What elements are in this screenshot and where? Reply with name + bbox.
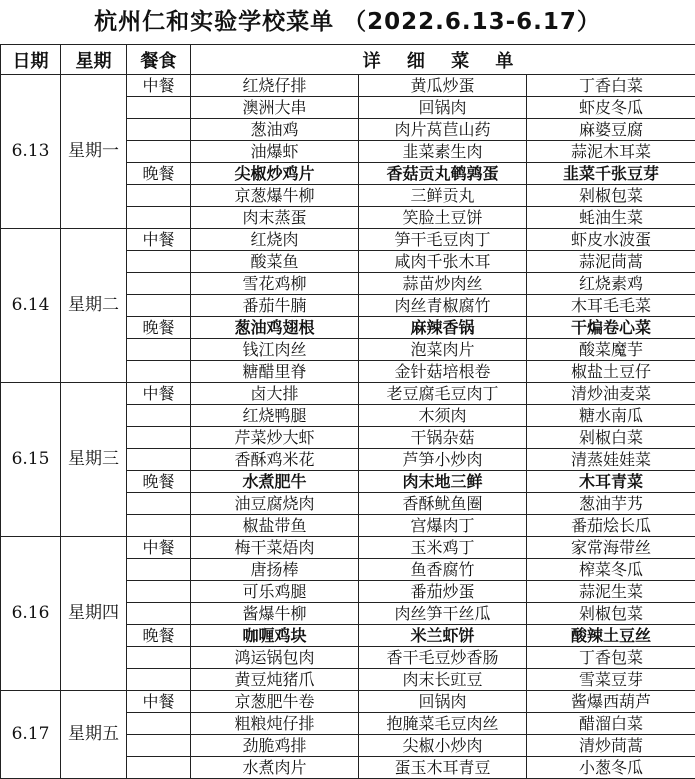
- meal-cell: 晚餐: [127, 317, 191, 339]
- dish-cell: 红烧素鸡: [527, 273, 695, 295]
- meal-cell: [127, 207, 191, 229]
- dish-cell: 蒜泥木耳菜: [527, 141, 695, 163]
- meal-cell: 中餐: [127, 229, 191, 251]
- dish-cell: 红烧鸭腿: [191, 405, 359, 427]
- meal-cell: [127, 427, 191, 449]
- meal-cell: [127, 713, 191, 735]
- dish-cell: 金针菇培根卷: [359, 361, 527, 383]
- dish-cell: 玉米鸡丁: [359, 537, 527, 559]
- dish-cell: 剁椒白菜: [527, 427, 695, 449]
- dish-cell: 笋干毛豆肉丁: [359, 229, 527, 251]
- dish-cell: 番茄炒蛋: [359, 581, 527, 603]
- dish-cell: 红烧仔排: [191, 75, 359, 97]
- dish-cell: 水煮肥牛: [191, 471, 359, 493]
- dish-cell: 钱江肉丝: [191, 339, 359, 361]
- meal-cell: [127, 757, 191, 779]
- dish-cell: 咸肉千张木耳: [359, 251, 527, 273]
- header-date: 日期: [1, 45, 61, 75]
- date-cell: 6.13: [1, 75, 61, 229]
- dish-cell: 肉片莴苣山药: [359, 119, 527, 141]
- dish-cell: 肉末蒸蛋: [191, 207, 359, 229]
- dish-cell: 清蒸娃娃菜: [527, 449, 695, 471]
- dish-cell: 米兰虾饼: [359, 625, 527, 647]
- dish-cell: 劲脆鸡排: [191, 735, 359, 757]
- dish-cell: 香酥鸡米花: [191, 449, 359, 471]
- meal-cell: [127, 559, 191, 581]
- meal-cell: 中餐: [127, 537, 191, 559]
- dish-cell: 泡菜肉片: [359, 339, 527, 361]
- dish-cell: 油豆腐烧肉: [191, 493, 359, 515]
- dish-cell: 虾皮冬瓜: [527, 97, 695, 119]
- weekday-cell: 星期四: [61, 537, 127, 691]
- dish-cell: 清炒油麦菜: [527, 383, 695, 405]
- dish-cell: 糖水南瓜: [527, 405, 695, 427]
- dish-cell: 芹菜炒大虾: [191, 427, 359, 449]
- dish-cell: 麻婆豆腐: [527, 119, 695, 141]
- dish-cell: 油爆虾: [191, 141, 359, 163]
- dish-cell: 木须肉: [359, 405, 527, 427]
- menu-row: [1, 537, 695, 559]
- weekday-cell: 星期五: [61, 691, 127, 779]
- dish-cell: 椒盐土豆仔: [527, 361, 695, 383]
- dish-cell: 木耳青菜: [527, 471, 695, 493]
- meal-cell: [127, 119, 191, 141]
- date-cell: 6.16: [1, 537, 61, 691]
- dish-cell: 红烧肉: [191, 229, 359, 251]
- dish-cell: 粗粮炖仔排: [191, 713, 359, 735]
- dish-cell: 水煮肉片: [191, 757, 359, 779]
- meal-cell: 晚餐: [127, 471, 191, 493]
- dish-cell: 香菇贡丸鹌鹑蛋: [359, 163, 527, 185]
- dish-cell: 醋溜白菜: [527, 713, 695, 735]
- weekday-cell: 星期二: [61, 229, 127, 383]
- meal-cell: [127, 581, 191, 603]
- dish-cell: 酱爆牛柳: [191, 603, 359, 625]
- dish-cell: 丁香包菜: [527, 647, 695, 669]
- dish-cell: 芦笋小炒肉: [359, 449, 527, 471]
- dish-cell: 雪花鸡柳: [191, 273, 359, 295]
- dish-cell: 黄瓜炒蛋: [359, 75, 527, 97]
- meal-cell: [127, 361, 191, 383]
- header-detail: 详 细 菜 单: [191, 45, 695, 75]
- dish-cell: 笑脸土豆饼: [359, 207, 527, 229]
- dish-cell: 蒜泥茼蒿: [527, 251, 695, 273]
- dish-cell: 咖喱鸡块: [191, 625, 359, 647]
- meal-cell: [127, 493, 191, 515]
- dish-cell: 肉末地三鲜: [359, 471, 527, 493]
- dish-cell: 干煸卷心菜: [527, 317, 695, 339]
- dish-cell: 小葱冬瓜: [527, 757, 695, 779]
- dish-cell: 木耳毛毛菜: [527, 295, 695, 317]
- dish-cell: 梅干菜焐肉: [191, 537, 359, 559]
- dish-cell: 抱腌菜毛豆肉丝: [359, 713, 527, 735]
- dish-cell: 糖醋里脊: [191, 361, 359, 383]
- dish-cell: 酸菜魔芋: [527, 339, 695, 361]
- header-row: [1, 45, 695, 75]
- dish-cell: 蛋玉木耳青豆: [359, 757, 527, 779]
- dish-cell: 回锅肉: [359, 691, 527, 713]
- meal-cell: 晚餐: [127, 625, 191, 647]
- page-title: 杭州仁和实验学校菜单 （2022.6.13-6.17）: [0, 0, 695, 44]
- dish-cell: 葱油芋艿: [527, 493, 695, 515]
- dish-cell: 蚝油生菜: [527, 207, 695, 229]
- menu-table: [0, 44, 695, 779]
- meal-cell: [127, 185, 191, 207]
- dish-cell: 唐扬棒: [191, 559, 359, 581]
- dish-cell: 虾皮水波蛋: [527, 229, 695, 251]
- dish-cell: 番茄烩长瓜: [527, 515, 695, 537]
- meal-cell: [127, 405, 191, 427]
- weekday-cell: 星期一: [61, 75, 127, 229]
- dish-cell: 干锅杂菇: [359, 427, 527, 449]
- meal-cell: [127, 251, 191, 273]
- date-cell: 6.14: [1, 229, 61, 383]
- meal-cell: [127, 97, 191, 119]
- dish-cell: 三鲜贡丸: [359, 185, 527, 207]
- meal-cell: [127, 647, 191, 669]
- meal-cell: 中餐: [127, 75, 191, 97]
- dish-cell: 麻辣香锅: [359, 317, 527, 339]
- dish-cell: 韭菜素生肉: [359, 141, 527, 163]
- meal-cell: [127, 735, 191, 757]
- dish-cell: 京葱肥牛卷: [191, 691, 359, 713]
- menu-row: [1, 691, 695, 713]
- meal-cell: [127, 449, 191, 471]
- dish-cell: 雪菜豆芽: [527, 669, 695, 691]
- dish-cell: 酱爆西葫芦: [527, 691, 695, 713]
- dish-cell: 蒜苗炒肉丝: [359, 273, 527, 295]
- dish-cell: 鸿运锅包肉: [191, 647, 359, 669]
- dish-cell: 剁椒包菜: [527, 185, 695, 207]
- meal-cell: 晚餐: [127, 163, 191, 185]
- meal-cell: [127, 339, 191, 361]
- dish-cell: 酸菜鱼: [191, 251, 359, 273]
- meal-cell: 中餐: [127, 383, 191, 405]
- date-cell: 6.17: [1, 691, 61, 779]
- date-cell: 6.15: [1, 383, 61, 537]
- dish-cell: 丁香白菜: [527, 75, 695, 97]
- dish-cell: 清炒茼蒿: [527, 735, 695, 757]
- dish-cell: 葱油鸡: [191, 119, 359, 141]
- dish-cell: 肉丝青椒腐竹: [359, 295, 527, 317]
- dish-cell: 家常海带丝: [527, 537, 695, 559]
- dish-cell: 肉末长豇豆: [359, 669, 527, 691]
- menu-row: [1, 75, 695, 97]
- dish-cell: 回锅肉: [359, 97, 527, 119]
- menu-body: [1, 75, 695, 779]
- dish-cell: 尖椒小炒肉: [359, 735, 527, 757]
- meal-cell: [127, 603, 191, 625]
- meal-cell: [127, 669, 191, 691]
- dish-cell: 椒盐带鱼: [191, 515, 359, 537]
- dish-cell: 宫爆肉丁: [359, 515, 527, 537]
- dish-cell: 老豆腐毛豆肉丁: [359, 383, 527, 405]
- dish-cell: 京葱爆牛柳: [191, 185, 359, 207]
- dish-cell: 香酥鱿鱼圈: [359, 493, 527, 515]
- meal-cell: [127, 141, 191, 163]
- dish-cell: 榨菜冬瓜: [527, 559, 695, 581]
- dish-cell: 澳洲大串: [191, 97, 359, 119]
- dish-cell: 蒜泥生菜: [527, 581, 695, 603]
- meal-cell: [127, 273, 191, 295]
- dish-cell: 酸辣土豆丝: [527, 625, 695, 647]
- dish-cell: 可乐鸡腿: [191, 581, 359, 603]
- dish-cell: 肉丝笋干丝瓜: [359, 603, 527, 625]
- dish-cell: 尖椒炒鸡片: [191, 163, 359, 185]
- header-weekday: 星期: [61, 45, 127, 75]
- dish-cell: 香干毛豆炒香肠: [359, 647, 527, 669]
- header-meal: 餐食: [127, 45, 191, 75]
- dish-cell: 剁椒包菜: [527, 603, 695, 625]
- meal-cell: 中餐: [127, 691, 191, 713]
- menu-row: [1, 383, 695, 405]
- dish-cell: 黄豆炖猪爪: [191, 669, 359, 691]
- meal-cell: [127, 295, 191, 317]
- dish-cell: 卤大排: [191, 383, 359, 405]
- dish-cell: 番茄牛腩: [191, 295, 359, 317]
- meal-cell: [127, 515, 191, 537]
- weekday-cell: 星期三: [61, 383, 127, 537]
- menu-row: [1, 229, 695, 251]
- dish-cell: 韭菜千张豆芽: [527, 163, 695, 185]
- dish-cell: 葱油鸡翅根: [191, 317, 359, 339]
- dish-cell: 鱼香腐竹: [359, 559, 527, 581]
